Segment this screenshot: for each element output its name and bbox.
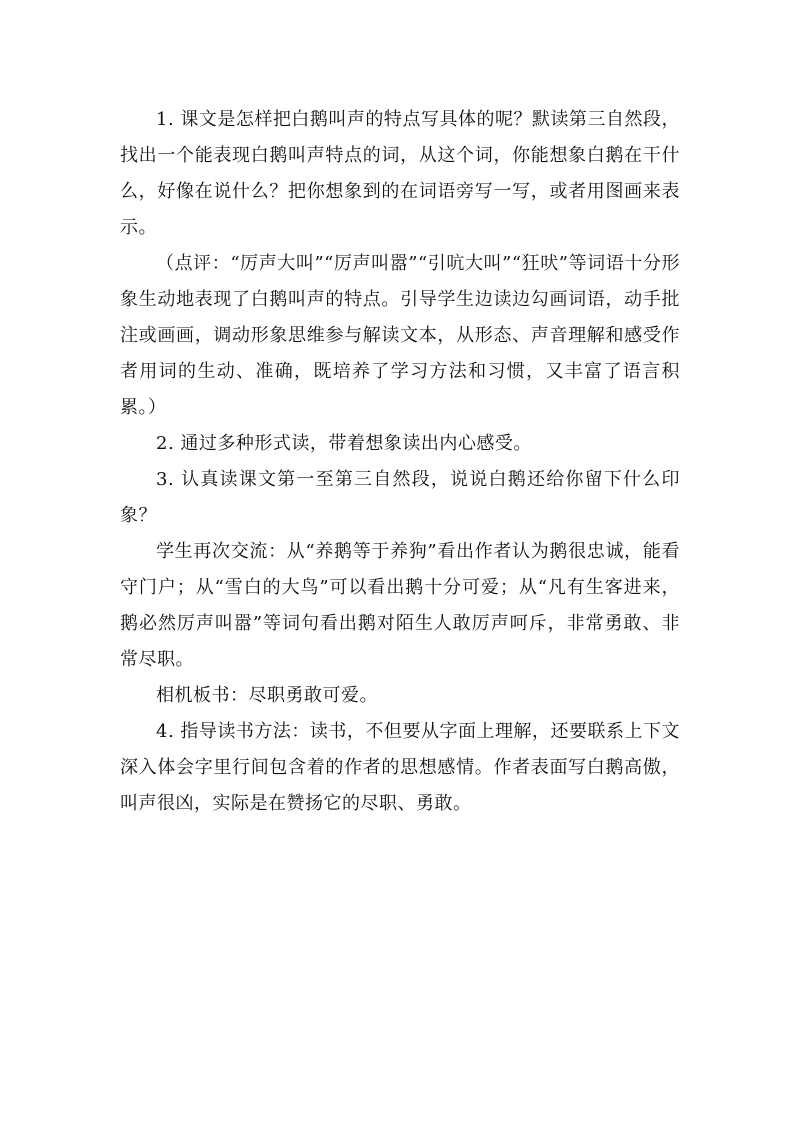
paragraph-student-exchange: 学生再次交流：从“养鹅等于养狗”看出作者认为鹅很忠诚，能看守门户；从“雪白的大鸟”可以看出鹅十分可爱；从“凡有生客进来，鹅必然厉声叫嚣”等词句看出鹅对陌生人敢厉声呵斥，非常勇敢、非常尽职。: [120, 541, 680, 670]
paragraph-question-2: 2. 通过多种形式读，带着想象读出内心感受。: [156, 433, 532, 454]
paragraph-question-1: 1. 课文是怎样把白鹅叫声的特点写具体的呢？默读第三自然段，找出一个能表现白鹅叫声特点的词，从这个词，你能想象白鹅在干什么，好像在说什么？把你想象到的在词语旁写一写，或者用图画来表示。: [120, 109, 680, 238]
paragraph-board-notes: 相机板书：尽职勇敢可爱。: [156, 685, 378, 706]
paragraph-comment: （点评：“厉声大叫”“厉声叫嚣”“引吭大叫”“狂吠”等词语十分形象生动地表现了白鹅叫声的特点。引导学生边读边勾画词语，动手批注或画画，调动形象思维参与解读文本，从形态、声音理解和感受作者用词的生动、准确，既培养了学习方法和习惯，又丰富了语言积累。）: [120, 253, 680, 418]
paragraph-question-3: 3. 认真读课文第一至第三自然段，说说白鹅还给你留下什么印象？: [120, 469, 680, 526]
document-body: [120, 102, 680, 822]
paragraph-reading-method: 4. 指导读书方法：读书，不但要从字面上理解，还要联系上下文深入体会字里行间包含着的作者的思想感情。作者表面写白鹅高傲，叫声很凶，实际是在赞扬它的尽职、勇敢。: [120, 721, 680, 814]
